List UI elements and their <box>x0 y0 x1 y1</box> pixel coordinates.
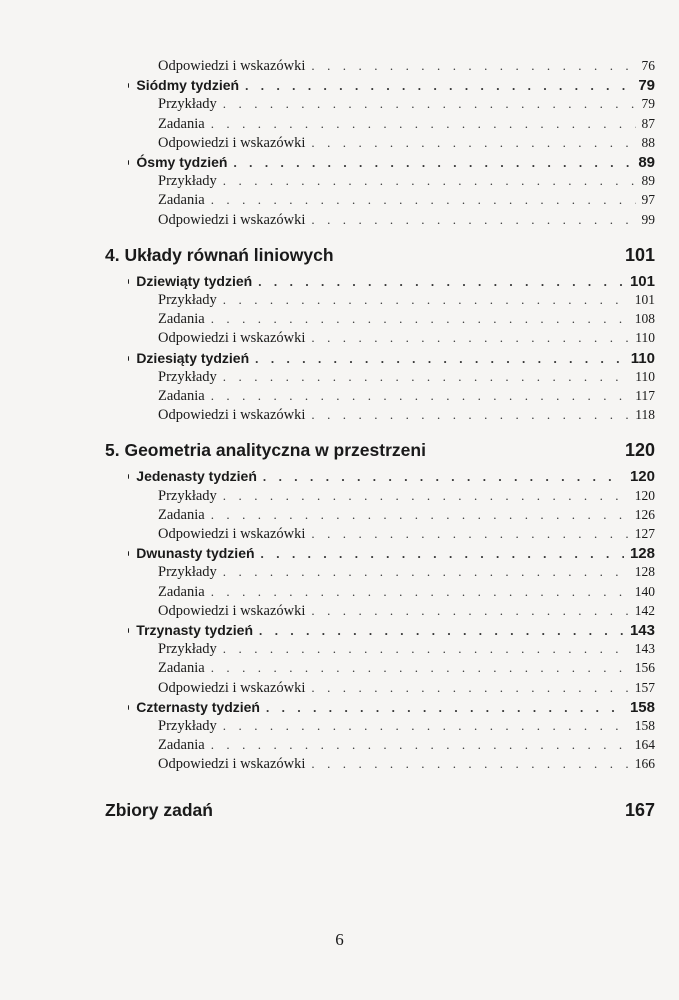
dot-leader <box>223 488 629 504</box>
toc-entry-page: 120 <box>624 440 655 461</box>
toc-entry-page: 142 <box>634 602 655 618</box>
toc-entry-label: Siódmy tydzień <box>136 77 240 94</box>
dot-leader <box>223 641 629 657</box>
dot-leader <box>311 135 635 151</box>
toc-entry-page: 167 <box>624 799 655 820</box>
dot-leader <box>211 116 636 132</box>
toc-entry-label: Przykłady <box>158 292 217 308</box>
dot-leader <box>255 351 625 367</box>
toc-entry-page: 110 <box>630 349 655 367</box>
toc-entry-page: 140 <box>634 583 655 599</box>
toc-week-entry <box>0 350 679 367</box>
toc-entry-label: Odpowiedzi i wskazówki <box>158 602 306 619</box>
toc-entry-page: 158 <box>629 698 655 716</box>
bullet-icon <box>128 551 129 556</box>
toc-subentry <box>0 641 679 658</box>
toc-subentry <box>0 660 679 677</box>
toc-entry-label: Przykłady <box>158 718 217 734</box>
toc-entry-page: 76 <box>641 58 655 73</box>
page-number: 6 <box>335 930 344 949</box>
toc-entry-label: Odpowiedzi i wskazówki <box>158 58 306 74</box>
toc-entry-page: 166 <box>634 756 655 772</box>
toc-entry-label: Odpowiedzi i wskazówki <box>158 679 306 696</box>
toc-entry-page: 79 <box>638 77 655 95</box>
dot-leader <box>311 756 628 772</box>
dot-leader <box>223 564 629 580</box>
toc-entry-label: Przykłady <box>158 96 217 113</box>
toc-subentry <box>0 680 679 697</box>
toc-chapter-entry <box>0 245 679 266</box>
bullet-icon <box>128 628 129 633</box>
toc-entry-page: 128 <box>634 564 655 580</box>
toc-subentry <box>0 192 679 209</box>
toc-entry-label: Zadania <box>158 192 205 209</box>
toc-entry-label: Odpowiedzi i wskazówki <box>158 134 306 151</box>
toc-entry-label: Przykłady <box>158 641 217 658</box>
bullet-icon <box>128 279 129 284</box>
toc-entry-label: Jedenasty tydzień <box>136 468 257 485</box>
toc-week-entry <box>0 273 679 290</box>
toc-entry-label: Przykłady <box>158 487 217 504</box>
toc-week-entry <box>0 699 679 716</box>
toc-entry-page: 101 <box>629 272 655 290</box>
toc-entry-label: Odpowiedzi i wskazówki <box>158 526 306 542</box>
dot-leader <box>311 603 628 619</box>
toc-subentry <box>0 96 679 113</box>
toc-entry-label: Trzynasty tydzień <box>136 622 253 638</box>
toc-entry-page: 128 <box>629 545 655 563</box>
toc-entry-label: Dziesiąty tydzień <box>136 349 250 366</box>
toc-entry-page: 87 <box>641 115 655 131</box>
toc-entry-label: Odpowiedzi i wskazówki <box>158 330 306 347</box>
toc-entry-label: Zadania <box>158 737 205 754</box>
toc-subentry <box>0 603 679 620</box>
toc-entry-label: Dziewiąty tydzień <box>136 272 253 289</box>
dot-leader <box>258 274 624 290</box>
bullet-icon <box>128 83 129 88</box>
toc-subentry <box>0 58 679 75</box>
toc-week-entry <box>0 154 679 171</box>
dot-leader <box>223 173 636 189</box>
toc-entry-page: 89 <box>641 173 655 189</box>
toc-entry-label: Odpowiedzi i wskazówki <box>158 407 306 424</box>
toc-entry-page: 88 <box>641 134 655 150</box>
toc-entry-label: 4. Układy równań liniowych <box>105 244 334 265</box>
bullet-icon <box>128 356 129 361</box>
dot-leader <box>223 369 629 385</box>
dot-leader <box>311 680 628 696</box>
toc-subentry <box>0 330 679 347</box>
toc-entry-label: Odpowiedzi i wskazówki <box>158 211 306 228</box>
toc-subentry <box>0 388 679 405</box>
dot-leader <box>311 330 629 346</box>
toc-subentry <box>0 173 679 190</box>
toc-entry-label: Dwunasty tydzień <box>136 545 255 562</box>
dot-leader <box>233 155 632 171</box>
toc-subentry <box>0 584 679 601</box>
toc-entry-label: Przykłady <box>158 564 217 581</box>
dot-leader <box>211 660 629 676</box>
toc-subentry <box>0 292 679 309</box>
dot-leader <box>263 469 624 485</box>
toc-entry-page: 110 <box>635 368 655 384</box>
toc-entry-page: 158 <box>634 718 655 733</box>
toc-subentry <box>0 212 679 229</box>
toc-entry-label: Zadania <box>158 388 205 404</box>
toc-subentry <box>0 116 679 133</box>
dot-leader <box>261 546 624 562</box>
dot-leader <box>311 58 635 74</box>
dot-leader <box>211 311 629 327</box>
toc-entry-label: Zadania <box>158 583 205 600</box>
dot-leader <box>311 212 635 228</box>
dot-leader <box>211 388 630 404</box>
toc-entry-page: 143 <box>629 622 655 639</box>
toc-subentry <box>0 407 679 424</box>
toc-entry-label: Zadania <box>158 506 205 523</box>
dot-leader <box>245 78 632 94</box>
toc-entry-page: 110 <box>635 330 655 346</box>
toc-entry-page: 164 <box>634 737 655 753</box>
dot-leader <box>311 526 628 542</box>
toc-entry-label: Ósmy tydzień <box>136 154 228 170</box>
toc-entry-page: 143 <box>634 641 655 657</box>
dot-leader <box>211 507 629 523</box>
toc-subentry <box>0 526 679 543</box>
toc-entry-label: 5. Geometria analityczna w przestrzeni <box>105 440 426 461</box>
toc-subentry <box>0 756 679 773</box>
toc-week-entry <box>0 468 679 485</box>
toc-subentry <box>0 564 679 581</box>
toc-entry-label: Odpowiedzi i wskazówki <box>158 756 306 773</box>
toc-entry-page: 127 <box>634 526 655 541</box>
toc-subentry <box>0 488 679 505</box>
dot-leader <box>211 584 629 600</box>
bullet-icon <box>128 160 129 165</box>
dot-leader <box>223 96 636 112</box>
toc-entry-page: 108 <box>634 311 655 327</box>
dot-leader <box>211 192 636 208</box>
bullet-icon <box>128 705 129 710</box>
toc-entry-label: Zbiory zadań <box>105 799 213 820</box>
toc-subentry <box>0 311 679 328</box>
toc-entry-page: 157 <box>634 679 655 695</box>
dot-leader <box>223 718 629 734</box>
bullet-icon <box>128 474 129 479</box>
toc-entry-page: 120 <box>634 487 655 503</box>
toc-subentry <box>0 718 679 735</box>
toc-entry-label: Zadania <box>158 311 205 328</box>
toc-subentry <box>0 369 679 386</box>
dot-leader <box>211 737 629 753</box>
toc-subentry <box>0 737 679 754</box>
toc-entry-label: Czternasty tydzień <box>136 698 260 715</box>
toc-entry-label: Przykłady <box>158 173 217 190</box>
toc-chapter-entry <box>0 440 679 461</box>
toc-entry-label: Przykłady <box>158 368 217 385</box>
toc-week-entry <box>0 545 679 562</box>
toc-section-entry <box>0 800 679 821</box>
toc-subentry <box>0 507 679 524</box>
toc-entry-page: 120 <box>629 468 655 486</box>
toc-week-entry <box>0 77 679 94</box>
dot-leader <box>311 407 629 423</box>
toc-entry-page: 79 <box>641 96 655 112</box>
toc-entry-page: 126 <box>634 506 655 522</box>
toc-week-entry <box>0 622 679 639</box>
dot-leader <box>266 700 624 716</box>
toc-entry-page: 99 <box>641 211 655 227</box>
toc-entry-page: 156 <box>634 660 655 676</box>
dot-leader <box>223 292 629 308</box>
toc-entry-label: Zadania <box>158 115 205 132</box>
toc-entry-page: 101 <box>634 292 655 307</box>
toc-entry-page: 89 <box>638 154 655 171</box>
dot-leader <box>259 623 624 639</box>
toc-entry-label: Zadania <box>158 660 205 677</box>
toc-subentry <box>0 135 679 152</box>
toc-entry-page: 101 <box>624 244 655 265</box>
toc-entry-page: 117 <box>635 388 655 403</box>
toc-entry-page: 118 <box>635 407 655 423</box>
toc-entry-page: 97 <box>641 192 655 208</box>
